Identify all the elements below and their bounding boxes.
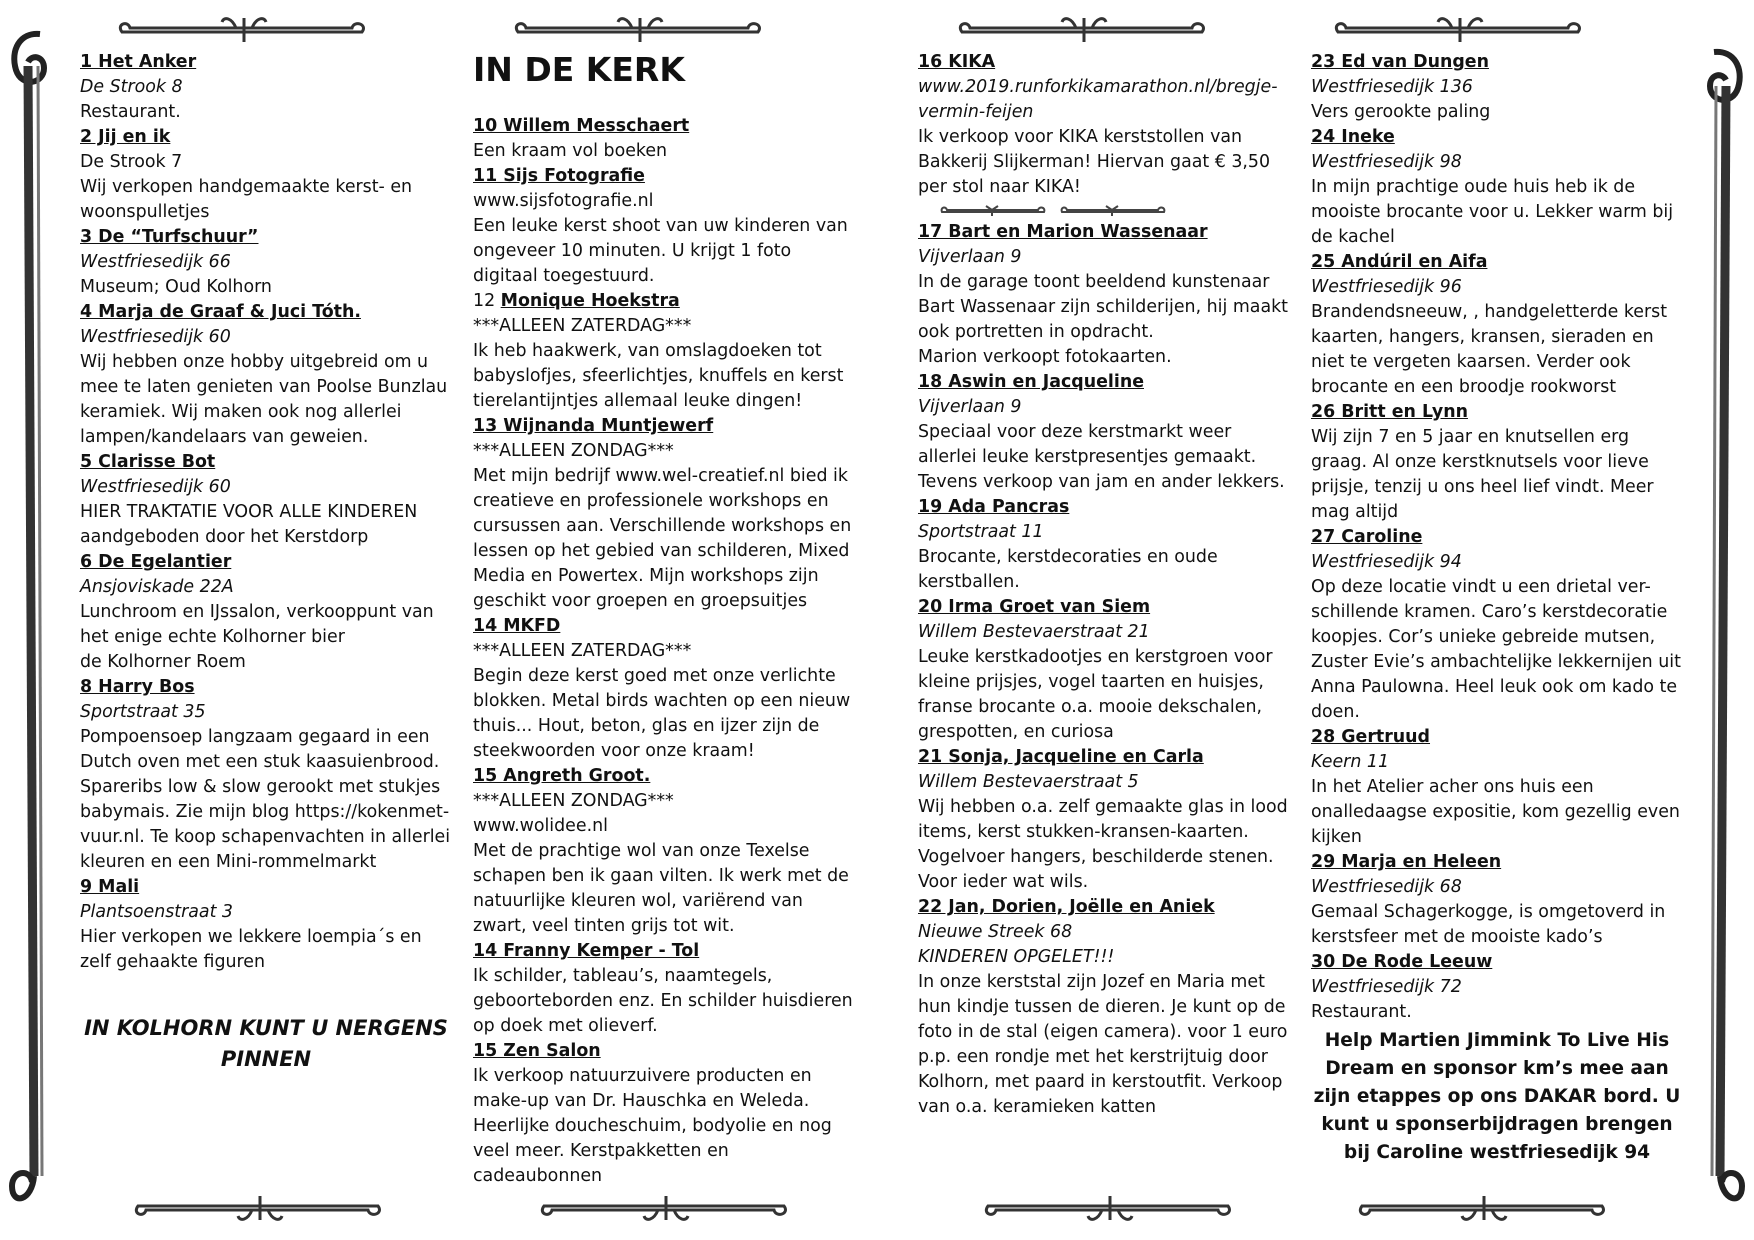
listing-description: In mijn prachtige oude huis heb ik de mooiste brocante voor u. Lekker warm bij de kachel xyxy=(1311,177,1674,247)
listing-name: 25 Andúril en Aifa xyxy=(1311,252,1488,272)
listing-entry xyxy=(1311,250,1683,400)
listing-address: Westfriesedijk 66 xyxy=(80,252,231,272)
listing-description: Ik verkoop natuurzuivere producten en make-up van Dr. Hauschka en Weleda. Heerlijke doucheschuim, bodyolie en nog veel meer. Kerstpakketten en cadeaubonnen xyxy=(473,1066,832,1186)
listing-entry xyxy=(918,595,1288,745)
listing-description: Leuke kerstkadootjes en kerstgroen voor kleine prijsjes, vogel taarten en huisjes, franse brocante o.a. mooie dekschalen, grespotten, en curiosa xyxy=(918,647,1273,742)
listing-address: Westfriesedijk 60 xyxy=(80,477,231,497)
listing-description: Ik verkoop voor KIKA kerststollen van Bakkerij Slijkerman! Hiervan gaat € 3,50 per stol naar KIKA! xyxy=(918,127,1271,197)
listing-description: Pompoensoep langzaam gegaard in een Dutch oven met een stuk kaasuienbrood. Spareribs low & slow gerookt met stukjes babymais. Zie mijn blog https://kokenmet-vuur.nl. Te koop schapenvachten in allerlei kleuren en een Mini-rommelmarkt xyxy=(80,727,451,872)
listing-description: Een leuke kerst shoot van uw kinderen van ongeveer 10 minuten. U krijgt 1 foto digitaal toegestuurd. xyxy=(473,216,848,286)
listing-number: 12 xyxy=(473,291,501,311)
listing-name: 15 Angreth Groot. xyxy=(473,766,651,786)
listing-entry xyxy=(80,50,452,125)
listing-description: Marion verkoopt fotokaarten. xyxy=(918,347,1172,367)
listing-description: Een kraam vol boeken xyxy=(473,141,668,161)
listing-description: Wij zijn 7 en 5 jaar en knutsellen erg graag. Al onze kerstknutsels voor lieve prijsje, tenzij u ons heel lief vindt. Meer mag altijd xyxy=(1311,427,1654,522)
listing-description: De Strook 7 xyxy=(80,152,183,172)
small-flourish-icon xyxy=(938,202,1170,220)
listing-name: 6 De Egelantier xyxy=(80,552,232,572)
listing-name: 2 Jij en ik xyxy=(80,127,171,147)
listing-address: Westfriesedijk 94 xyxy=(1311,552,1462,572)
listing-address: Nieuwe Streek 68 xyxy=(918,922,1073,942)
listing-entry xyxy=(80,450,452,550)
top-flourish-icon xyxy=(952,14,1216,46)
listing-name: 30 De Rode Leeuw xyxy=(1311,952,1493,972)
listing-name: 14 MKFD xyxy=(473,616,561,636)
listing-name: 22 Jan, Dorien, Joëlle en Aniek xyxy=(918,897,1215,917)
listing-entry xyxy=(918,50,1288,200)
listing-address: Westfriesedijk 98 xyxy=(1311,152,1462,172)
listing-address: Westfriesedijk 60 xyxy=(80,327,231,347)
listing-address: Westfriesedijk 96 xyxy=(1311,277,1462,297)
listing-entry xyxy=(80,675,452,875)
listing-entry xyxy=(473,414,853,614)
listing-address: Vijverlaan 9 xyxy=(918,247,1022,267)
listing-description: Restaurant. xyxy=(1311,1002,1412,1022)
listing-entry xyxy=(80,300,452,450)
listing-description: In het Atelier acher ons huis een onalledaagse expositie, kom gezellig even kijken xyxy=(1311,777,1680,847)
listing-name: 3 De “Turfschuur” xyxy=(80,227,259,247)
listing-description: Restaurant. xyxy=(80,102,181,122)
bottom-flourish-icon xyxy=(978,1192,1242,1224)
listing-description: In de garage toont beeldend kunstenaar Bart Wassenaar zijn schilderijen, hij maakt ook portretten in opdracht. xyxy=(918,272,1288,342)
listing-name: 19 Ada Pancras xyxy=(918,497,1070,517)
listing-description: Brocante, kerstdecoraties en oude kerstballen. xyxy=(918,547,1218,592)
listing-description: www.wolidee.nl xyxy=(473,816,608,836)
listing-entry xyxy=(473,114,853,164)
sponsor-note: Help Martien Jimmink To Live His Dream en sponsor km’s mee aan zijn etappes op ons DAKAR bord. U kunt u sponserbijdragen brengen bij Caroline westfriesedijk 94 xyxy=(1313,1030,1681,1163)
listing-name: 9 Mali xyxy=(80,877,140,897)
left-scroll-border-icon xyxy=(4,26,62,1216)
column-4 xyxy=(1311,50,1683,1025)
listing-name: 5 Clarisse Bot xyxy=(80,452,216,472)
bottom-flourish-icon xyxy=(534,1192,798,1224)
listing-description: Op deze locatie vindt u een drietal ver-schillende kramen. Caro’s kerstdecoratie koopjes. Cor’s unieke gebreide mutsen, Zuster Evie’s ambachtelijke lekkernijen uit Anna Paulowna. Heel leuk ook om kado te doen. xyxy=(1311,577,1681,722)
listing-entry xyxy=(473,614,853,764)
listing-entry xyxy=(473,164,853,289)
listing-entry xyxy=(918,895,1288,1120)
section-heading: IN DE KERK xyxy=(473,50,685,89)
listing-description: Wij hebben onze hobby uitgebreid om u mee te laten genieten van Poolse Bunzlau keramiek. Wij maken ook nog allerlei lampen/kandelaars van geweien. xyxy=(80,352,448,447)
listing-address: Willem Bestevaerstraat 21 xyxy=(918,622,1150,642)
listing-description: Gemaal Schagerkogge, is omgetoverd in kerstsfeer met de mooiste kado’s xyxy=(1311,902,1666,947)
listing-entry xyxy=(918,495,1288,595)
listing-entry xyxy=(473,939,853,1039)
listing-name: 15 Zen Salon xyxy=(473,1041,601,1061)
listing-description: ***ALLEEN ZATERDAG*** xyxy=(473,316,692,336)
listing-entry xyxy=(473,764,853,939)
listing-address: Sportstraat 11 xyxy=(918,522,1044,542)
listing-address: Westfriesedijk 136 xyxy=(1311,77,1473,97)
bottom-flourish-icon xyxy=(128,1192,392,1224)
listing-name: 10 Willem Messchaert xyxy=(473,116,690,136)
top-flourish-icon xyxy=(508,14,772,46)
listing-description: ***ALLEEN ZATERDAG*** xyxy=(473,641,692,661)
listing-name: 29 Marja en Heleen xyxy=(1311,852,1502,872)
listing-name: 16 KIKA xyxy=(918,52,996,72)
listing-alert: KINDEREN OPGELET!!! xyxy=(918,947,1115,967)
column-2 xyxy=(473,50,853,1189)
listing-description: Brandendsneeuw, , handgeletterde kerst kaarten, hangers, kransen, sieraden en niet te vergeten kaarsen. Verder ook brocante en een broodje rookworst xyxy=(1311,302,1668,397)
listing-address: Keern 11 xyxy=(1311,752,1390,772)
listing-website: www.2019.runforkikamarathon.nl/bregje-vermin-feijen xyxy=(918,77,1278,122)
listing-description: In onze kerststal zijn Jozef en Maria met hun kindje tussen de dieren. Je kunt op de foto in de stal (eigen camera). voor 1 euro p.p. een rondje met het kerstrijtuig door Kolhorn, met paard in kerstoutfit. Verkoop van o.a. keramieken katten xyxy=(918,972,1288,1117)
listing-entry xyxy=(473,1039,853,1189)
listing-description: HIER TRAKTATIE VOOR ALLE KINDEREN aandgeboden door het Kerstdorp xyxy=(80,502,418,547)
top-flourish-icon xyxy=(1328,14,1592,46)
listing-entry xyxy=(80,125,452,225)
listing-name: 18 Aswin en Jacqueline xyxy=(918,372,1144,392)
listing-address: Sportstraat 35 xyxy=(80,702,206,722)
listing-name: 23 Ed van Dungen xyxy=(1311,52,1489,72)
listing-description: Ik schilder, tableau’s, naamtegels, geboorteborden enz. En schilder huisdieren op doek met olieverf. xyxy=(473,966,853,1036)
listing-name: 21 Sonja, Jacqueline en Carla xyxy=(918,747,1204,767)
top-flourish-icon xyxy=(112,14,376,46)
listing-description: Met mijn bedrijf www.wel-creatief.nl bied ik creatieve en professionele workshops en cursussen aan. Verschillende workshops en lessen op het gebied van schilderen, Mixed Media en Powertex. Mijn workshops zijn geschikt voor groepen en groepsuitjes xyxy=(473,466,852,611)
listing-entry xyxy=(1311,525,1683,725)
listing-description: Lunchroom en IJssalon, verkooppunt van het enige echte Kolhorner bier xyxy=(80,602,434,647)
listing-name-row xyxy=(473,289,853,314)
listing-name: 14 Franny Kemper - Tol xyxy=(473,941,700,961)
listing-address: Willem Bestevaerstraat 5 xyxy=(918,772,1139,792)
listing-entry xyxy=(80,875,452,975)
listing-name: 20 Irma Groet van Siem xyxy=(918,597,1151,617)
listing-entry xyxy=(1311,850,1683,950)
column-3 xyxy=(918,50,1288,1120)
listing-description: de Kolhorner Roem xyxy=(80,652,246,672)
listing-name: 28 Gertruud xyxy=(1311,727,1431,747)
listing-address: Westfriesedijk 68 xyxy=(1311,877,1462,897)
listing-name: 11 Sijs Fotografie xyxy=(473,166,645,186)
column-1 xyxy=(80,50,452,975)
listing-entry xyxy=(1311,125,1683,250)
listing-entry xyxy=(1311,400,1683,525)
listing-description: Vers gerookte paling xyxy=(1311,102,1491,122)
listing-name: 8 Harry Bos xyxy=(80,677,195,697)
listing-address: Vijverlaan 9 xyxy=(918,397,1022,417)
listing-description: Begin deze kerst goed met onze verlichte blokken. Metal birds wachten op een nieuw thuis... Hout, beton, glas en ijzer zijn de steekwoorden voor onze kraam! xyxy=(473,666,851,761)
listing-address: Ansjoviskade 22A xyxy=(80,577,234,597)
listing-description: Met de prachtige wol van onze Texelse schapen ben ik gaan vilten. Ik werk met de natuurlijke kleuren wol, variërend van zwart, veel tinten grijs tot wit. xyxy=(473,841,849,936)
payment-note: IN KOLHORN KUNT U NERGENS PINNEN xyxy=(84,1016,448,1071)
listing-description: ***ALLEEN ZONDAG*** xyxy=(473,791,674,811)
listing-entry xyxy=(80,550,452,675)
listing-description: www.sijsfotografie.nl xyxy=(473,191,654,211)
listing-name: 1 Het Anker xyxy=(80,52,197,72)
listing-entry xyxy=(918,745,1288,895)
right-scroll-border-icon xyxy=(1692,46,1750,1216)
listing-name: 24 Ineke xyxy=(1311,127,1395,147)
listing-entry xyxy=(918,220,1288,370)
listing-description: ***ALLEEN ZONDAG*** xyxy=(473,441,674,461)
listing-entry xyxy=(1311,950,1683,1025)
listing-entry xyxy=(1311,50,1683,125)
listing-address: De Strook 8 xyxy=(80,77,183,97)
listing-name: Monique Hoekstra xyxy=(500,291,680,311)
listing-address: Plantsoenstraat 3 xyxy=(80,902,233,922)
listing-description: Speciaal voor deze kerstmarkt weer allerlei leuke kerstpresentjes gemaakt. Tevens verkoop van jam en ander lekkers. xyxy=(918,422,1285,492)
listing-description: Wij hebben o.a. zelf gemaakte glas in lood items, kerst stukken-kransen-kaarten. Vogelvoer hangers, beschilderde stenen. Voor ieder wat wils. xyxy=(918,797,1288,892)
listing-description: Ik heb haakwerk, van omslagdoeken tot babyslofjes, sfeerlichtjes, knuffels en kerst tierelantijntjes allemaal leuke dingen! xyxy=(473,341,844,411)
bottom-flourish-icon xyxy=(1352,1192,1616,1224)
listing-entry xyxy=(473,289,853,414)
listing-entry xyxy=(80,225,452,300)
listing-description: Museum; Oud Kolhorn xyxy=(80,277,272,297)
listing-address: Westfriesedijk 72 xyxy=(1311,977,1462,997)
listing-description: Hier verkopen we lekkere loempia´s en zelf gehaakte figuren xyxy=(80,927,422,972)
listing-entry xyxy=(1311,725,1683,850)
listing-name: 17 Bart en Marion Wassenaar xyxy=(918,222,1208,242)
listing-description: Wij verkopen handgemaakte kerst- en woonspulletjes xyxy=(80,177,413,222)
listing-name: 4 Marja de Graaf & Juci Tóth. xyxy=(80,302,361,322)
listing-name: 26 Britt en Lynn xyxy=(1311,402,1468,422)
listing-entry xyxy=(918,370,1288,495)
listing-name: 13 Wijnanda Muntjewerf xyxy=(473,416,714,436)
listing-name: 27 Caroline xyxy=(1311,527,1423,547)
